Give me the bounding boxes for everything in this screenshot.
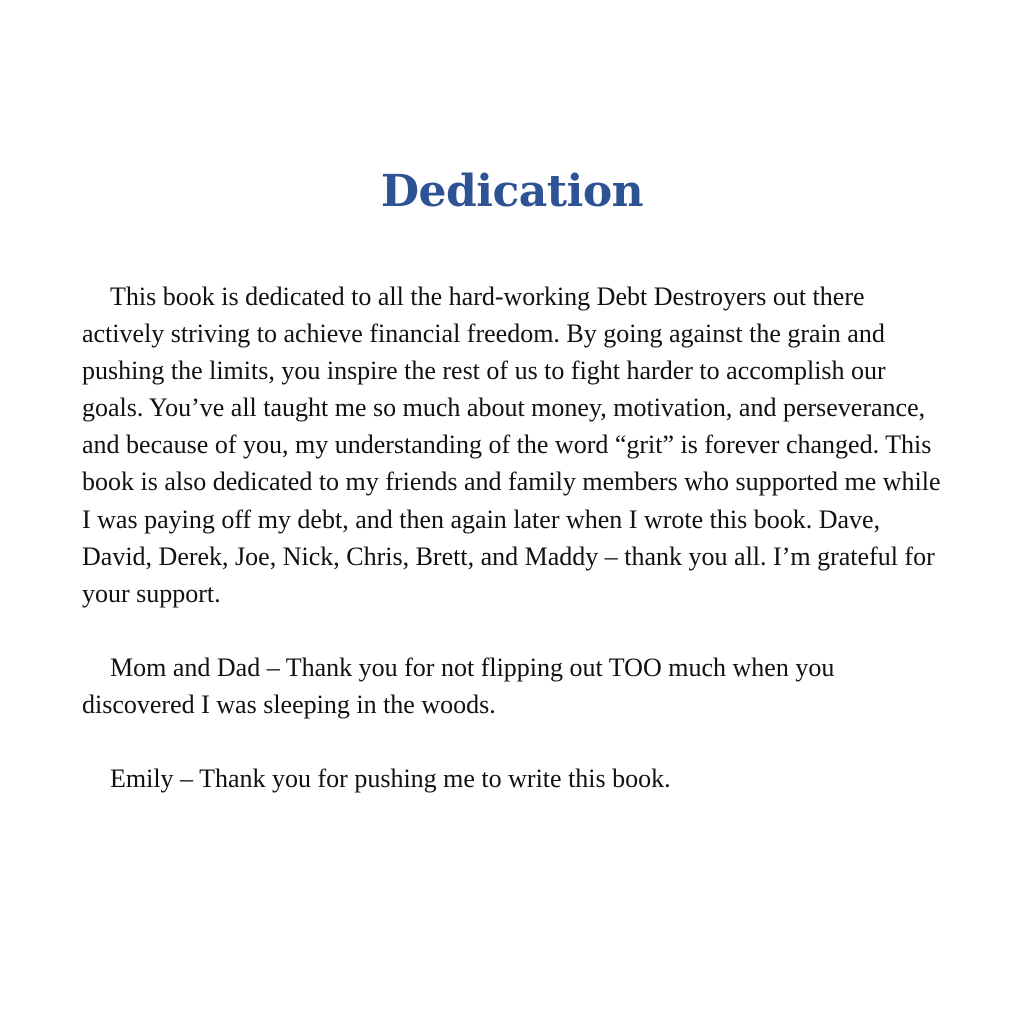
dedication-paragraph-emily: Emily – Thank you for pushing me to write this book. [110,764,671,794]
page-title: Dedication [380,166,644,217]
dedication-page [82,160,942,834]
dedication-paragraph-parents: Mom and Dad – Thank you for not flipping out TOO much when you discovered I was sleeping in the woods. [82,652,835,719]
dedication-paragraph-main: This book is dedicated to all the hard-working Debt Destroyers out there actively striving to achieve financial freedom. By going against the grain and pushing the limits, you inspire the rest of us to fight harder to accomplish our goals. You’ve all taught me so much about money, motivation, and perseverance, and because of you, my understanding of the word “grit” is forever changed. This book is also dedicated to my friends and family members who supported me while I was paying off my debt, and then again later when I wrote this book. Dave, David, Derek, Joe, Nick, Chris, Brett, and Maddy – thank you all. I’m grateful for your support. [82,282,941,608]
